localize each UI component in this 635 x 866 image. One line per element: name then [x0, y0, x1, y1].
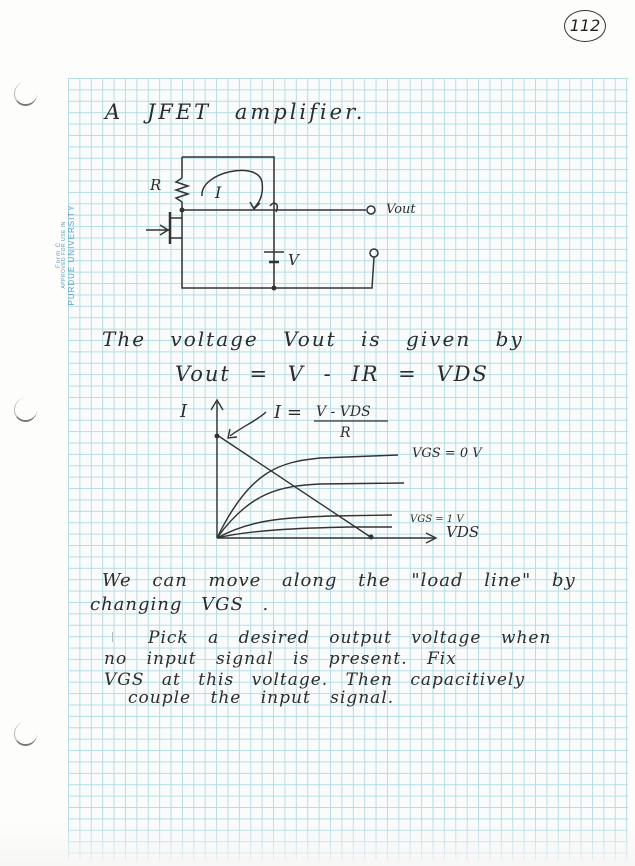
- page-title: A JFET amplifier.: [105, 100, 366, 124]
- paragraph1-line1: We can move along the "load line" by: [102, 570, 576, 591]
- margin-form-line2: APPROVED FOR USE IN: [61, 221, 68, 289]
- text-line-vout: The voltage Vout is given by: [102, 327, 524, 351]
- battery-label: V: [288, 251, 299, 269]
- equation-vout: Vout = V - IR = VDS: [175, 362, 489, 386]
- load-line-numerator: V - VDS: [316, 404, 371, 420]
- curve-label-vgs-1: VGS = 1 V: [410, 514, 464, 525]
- load-line-intercept-y: [215, 434, 220, 439]
- load-line-eq-lhs: I =: [274, 402, 302, 423]
- margin-form-line3: PURDUE UNIVERSITY: [66, 204, 76, 306]
- paragraph2-line4: couple the input signal.: [128, 688, 395, 708]
- load-line: [217, 435, 372, 538]
- paragraph2-line2: no input signal is present. Fix: [104, 649, 457, 669]
- paragraph2-line1: Pick a desired output voltage when: [148, 628, 552, 648]
- paragraph2-line3: VGS at this voltage. Then capacitively: [104, 670, 525, 690]
- load-eq-pointer: [230, 412, 266, 436]
- current-label: I: [215, 183, 222, 202]
- page-number: 112: [564, 10, 606, 42]
- paragraph1-line2: changing VGS .: [90, 594, 270, 615]
- margin-form-line1: Form C: [56, 241, 63, 268]
- curve-label-vgs-0: VGS = 0 V: [412, 446, 482, 461]
- curve-2: [217, 483, 404, 538]
- load-line-denominator: R: [340, 425, 351, 441]
- load-line-intercept-x: [369, 535, 374, 540]
- graph-x-label: VDS: [446, 523, 480, 541]
- paragraph-mark: [112, 632, 119, 642]
- resistor-label: R: [150, 176, 162, 194]
- page-bottom-shadow: [0, 820, 635, 866]
- graph-y-label: I: [180, 401, 188, 422]
- curve-vgs-0: [217, 455, 398, 538]
- curve-4: [217, 527, 392, 538]
- output-label: Vout: [386, 202, 416, 217]
